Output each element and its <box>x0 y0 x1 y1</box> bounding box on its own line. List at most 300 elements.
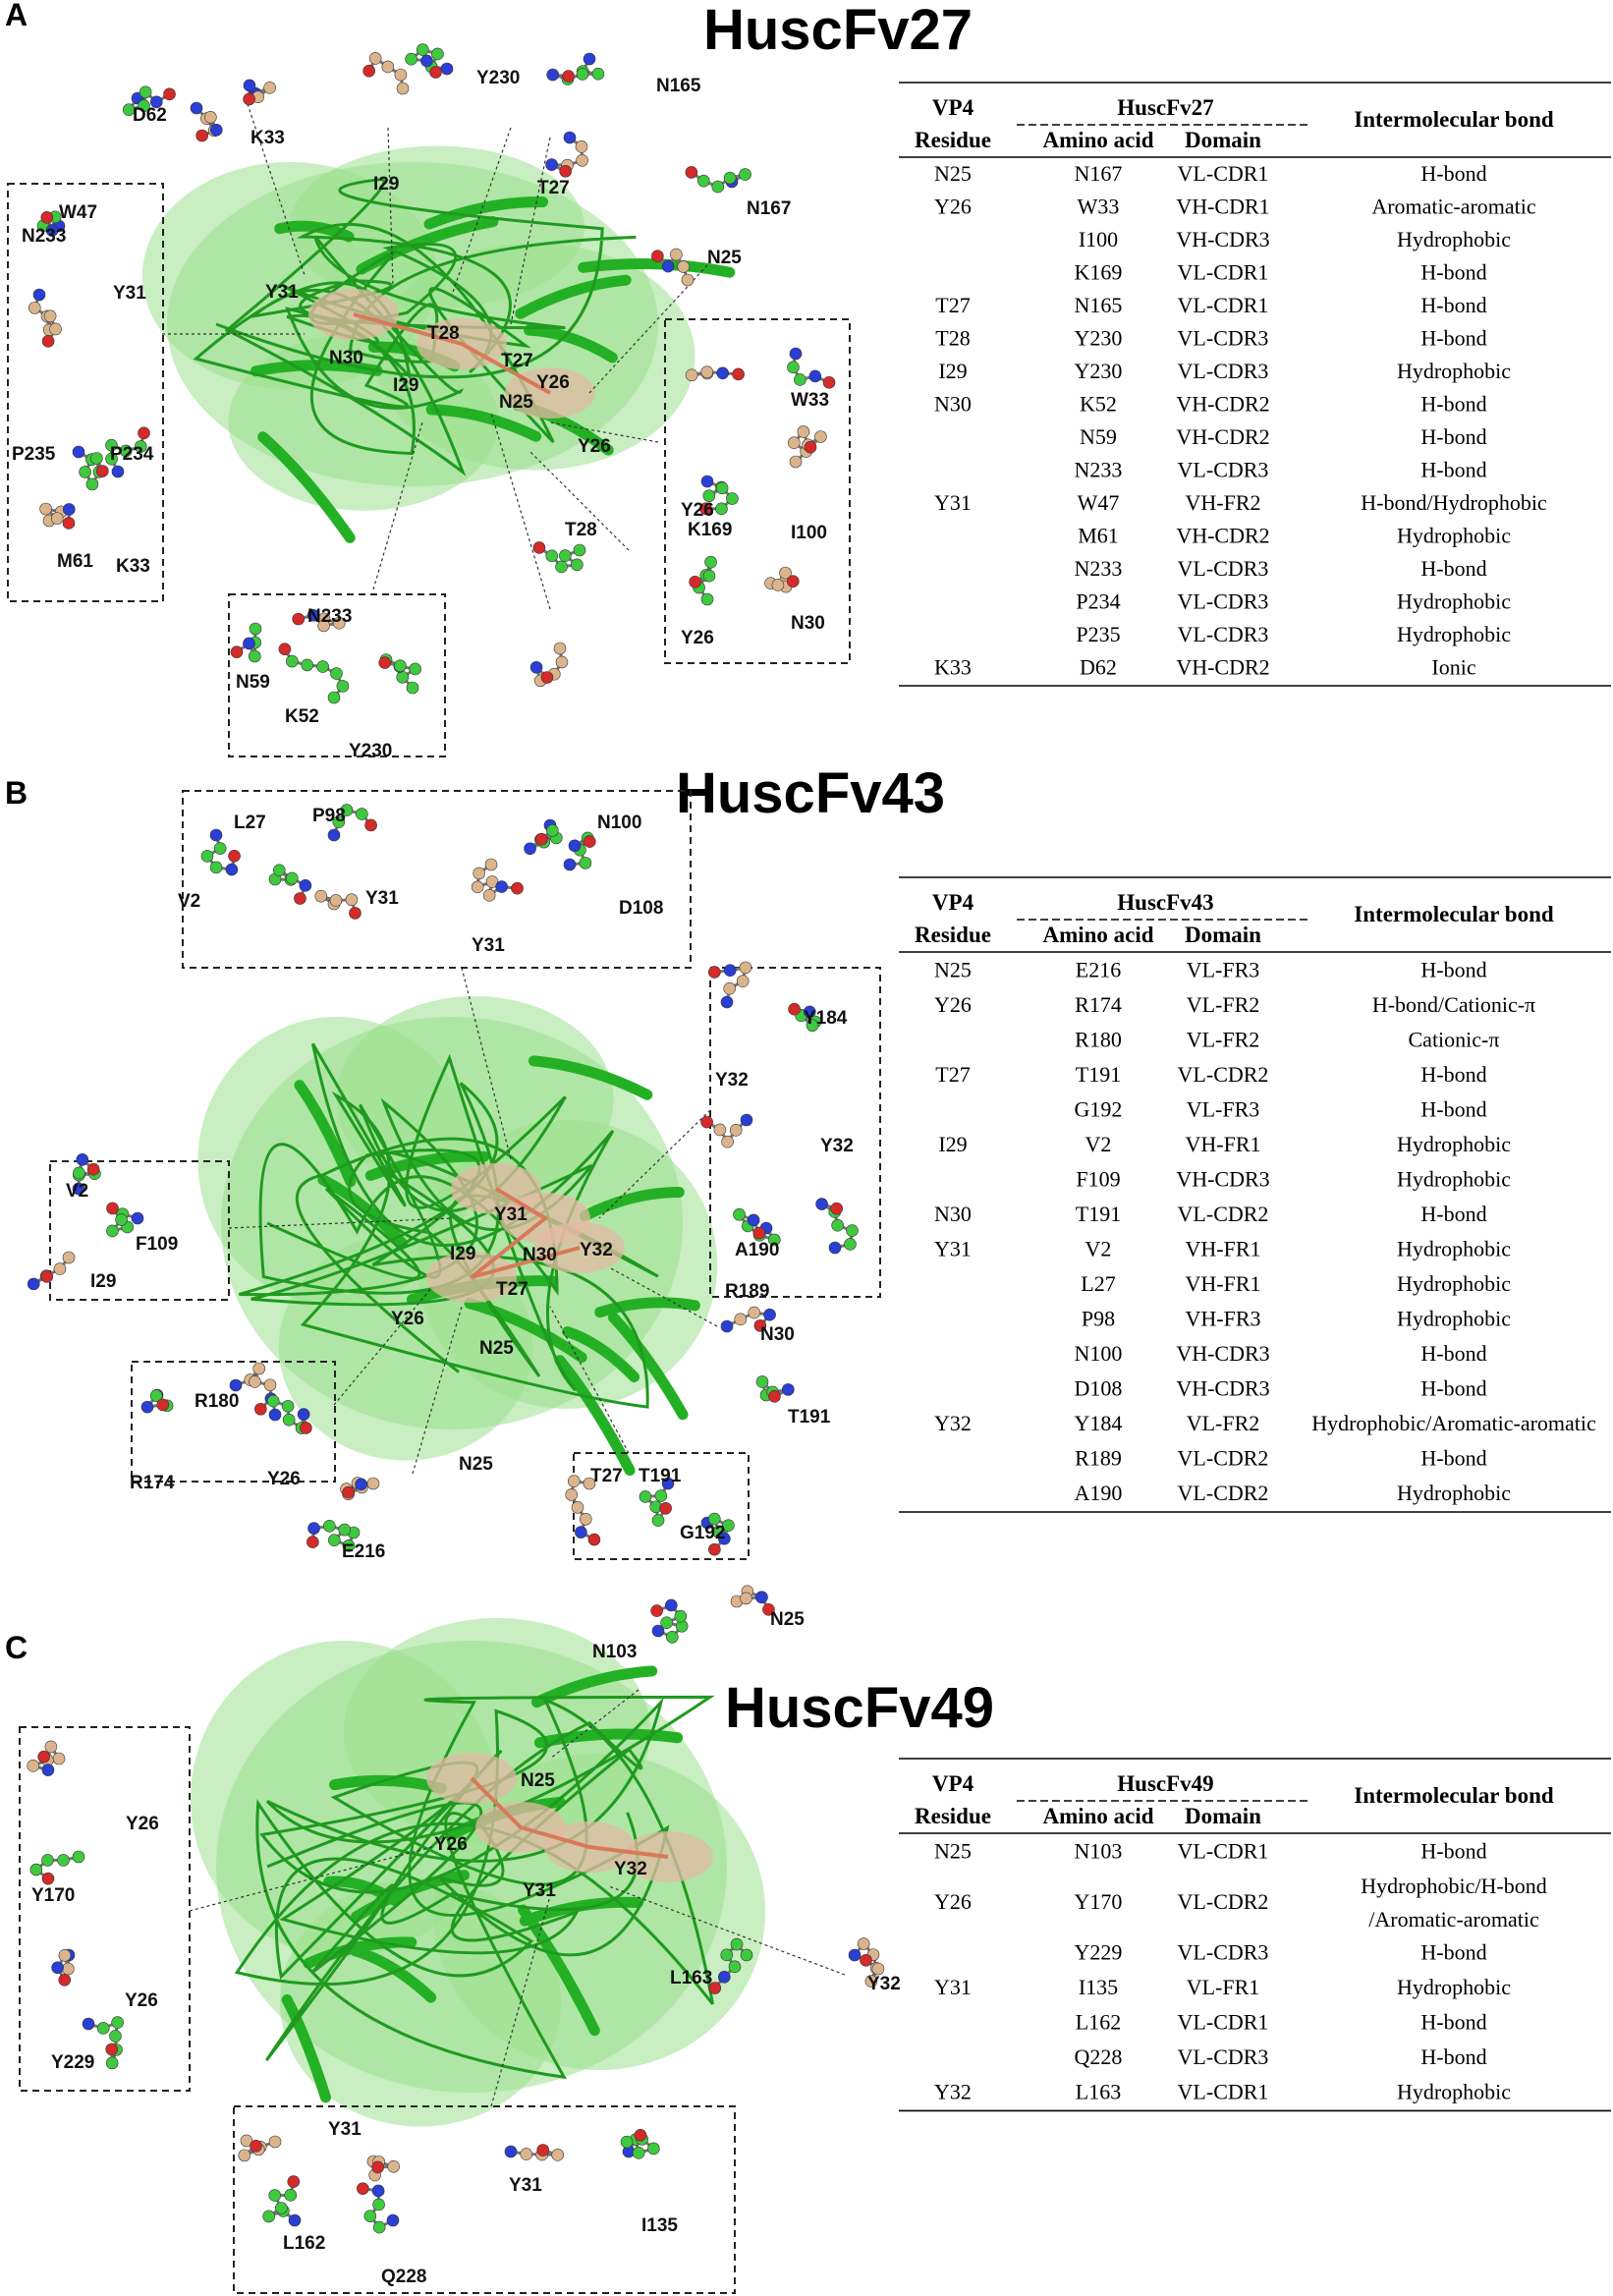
interaction-inset-box <box>20 1727 190 2091</box>
interaction-table <box>899 877 1611 1512</box>
cell-bond-type: Hydrophobic <box>1396 588 1512 614</box>
cell-amino-acid: G192 <box>1074 1096 1123 1122</box>
cell-domain: VL-FR3 <box>1186 1096 1260 1122</box>
table-header-residue: Residue <box>915 923 991 947</box>
cell-bond-type: H-bond/Hydrophobic <box>1361 490 1547 516</box>
residue-label: Y32 <box>715 1070 749 1091</box>
cell-bond-type: H-bond <box>1420 457 1487 482</box>
cell-vp4-residue: Y31 <box>934 1975 972 2000</box>
cell-vp4-residue: N30 <box>934 391 972 417</box>
residue-label: K33 <box>250 128 285 148</box>
residue-label: F109 <box>136 1234 179 1255</box>
table-row <box>1075 1097 1487 1122</box>
residue-label: Y32 <box>867 1974 901 1994</box>
cell-domain: VH-CDR2 <box>1176 391 1270 417</box>
cell-amino-acid: A190 <box>1074 1481 1123 1506</box>
residue-model <box>341 1478 379 1500</box>
table-header-antibody: HuscFv43 <box>1117 890 1214 915</box>
cell-bond-type: H-bond <box>1420 161 1487 187</box>
cell-vp4-residue: N30 <box>934 1202 972 1227</box>
cell-domain: VL-CDR3 <box>1177 556 1269 582</box>
cell-vp4-residue: I29 <box>938 359 968 384</box>
cell-domain: VH-FR3 <box>1185 1306 1261 1331</box>
cell-bond-type: H-bond <box>1420 1939 1487 1965</box>
interaction-inset-box <box>234 2106 735 2293</box>
table-row <box>934 2080 1511 2104</box>
table-row <box>934 490 1547 515</box>
cell-bond-type: H-bond <box>1420 1202 1487 1227</box>
residue-label: N25 <box>521 1770 555 1791</box>
cell-amino-acid: L162 <box>1075 2009 1122 2035</box>
cell-amino-acid: P98 <box>1081 1306 1116 1331</box>
residue-model <box>546 132 588 177</box>
cell-amino-acid: V2 <box>1085 1132 1112 1157</box>
residue-label: N25 <box>499 392 533 413</box>
residue-label: N25 <box>479 1338 514 1359</box>
table-row <box>934 392 1487 417</box>
table-row <box>934 1975 1511 1999</box>
table-row <box>935 1062 1486 1087</box>
table-row <box>1075 1446 1486 1471</box>
table-row <box>1076 622 1511 646</box>
residue-model <box>379 653 421 694</box>
cell-vp4-residue: T27 <box>935 293 971 318</box>
table-header-residue: Residue <box>915 1804 991 1828</box>
residue-label: Y32 <box>580 1240 613 1260</box>
residue-label: Y26 <box>391 1309 424 1329</box>
table-header-amino-acid: Amino acid <box>1042 923 1154 947</box>
table-row <box>938 1132 1511 1156</box>
cell-amino-acid: I100 <box>1078 227 1119 252</box>
cell-domain: VL-CDR3 <box>1177 2044 1269 2070</box>
cell-bond-type: H-bond <box>1420 556 1487 582</box>
cell-domain: VL-CDR1 <box>1177 2079 1269 2104</box>
cell-amino-acid: Q228 <box>1074 2044 1123 2070</box>
residue-label: N59 <box>236 672 270 693</box>
residue-label: W33 <box>791 390 830 411</box>
residue-model <box>28 1741 65 1776</box>
cell-domain: VL-FR2 <box>1186 1027 1260 1052</box>
residue-label: L163 <box>670 1968 713 1988</box>
cell-bond-type: H-bond <box>1420 259 1487 285</box>
residue-model <box>690 556 717 605</box>
cell-domain: VH-CDR3 <box>1176 227 1270 252</box>
residue-label: T28 <box>427 323 460 344</box>
cell-bond-type: Hydrophobic <box>1396 1975 1512 2000</box>
cell-bond-type: Hydrophobic <box>1396 1306 1512 1331</box>
cell-vp4-residue: N25 <box>934 957 972 982</box>
residue-label: Y31 <box>523 1880 556 1901</box>
cell-bond-type: Hydrophobic <box>1396 1271 1512 1297</box>
cell-domain: VH-FR1 <box>1185 1236 1261 1261</box>
cell-amino-acid: P234 <box>1076 588 1121 614</box>
residue-model <box>406 44 453 79</box>
cell-bond-type: H-bond <box>1420 1375 1487 1401</box>
cell-domain: VH-CDR3 <box>1176 1375 1270 1401</box>
residue-label: T27 <box>496 1279 528 1300</box>
residue-label: T27 <box>501 351 533 371</box>
residue-label: D62 <box>133 105 167 126</box>
table-header-vp4: VP4 <box>931 1771 974 1796</box>
residue-label: I29 <box>90 1271 117 1292</box>
cell-domain: VL-FR2 <box>1186 992 1260 1018</box>
residue-model <box>40 503 76 529</box>
panel-letter-a: A <box>5 0 28 32</box>
residue-label: Y26 <box>681 500 714 521</box>
cell-domain: VL-CDR1 <box>1177 2009 1269 2035</box>
table-row <box>1079 227 1511 252</box>
cell-bond-type: Hydrophobic <box>1396 1132 1512 1157</box>
residue-label: N25 <box>770 1609 805 1630</box>
residue-label: P98 <box>312 806 346 826</box>
cell-domain: VH-CDR3 <box>1176 1341 1270 1367</box>
cell-vp4-residue: Y32 <box>934 2079 972 2104</box>
cell-amino-acid: D62 <box>1080 654 1117 680</box>
residue-label: Y31 <box>113 283 146 304</box>
cell-amino-acid: I135 <box>1078 1975 1119 2000</box>
cell-vp4-residue: N25 <box>934 161 972 187</box>
table-row <box>1075 1376 1487 1401</box>
table-row <box>934 992 1535 1017</box>
residue-model <box>28 1252 75 1290</box>
cell-bond-type: Hydrophobic <box>1396 1166 1512 1192</box>
residue-model <box>30 1851 84 1884</box>
residue-label: Y31 <box>509 2175 542 2196</box>
cell-bond-type: H-bond <box>1420 1445 1487 1471</box>
cell-bond-type: H-bond <box>1420 2044 1487 2070</box>
residue-label: P235 <box>12 444 56 465</box>
residue-model <box>315 890 362 919</box>
cell-domain: VH-FR2 <box>1185 490 1261 516</box>
table-row <box>938 359 1511 383</box>
residue-label: R174 <box>130 1473 175 1493</box>
residue-model <box>530 643 568 687</box>
residue-label: Y26 <box>125 1990 158 2011</box>
residue-label: T27 <box>537 178 570 198</box>
cell-domain: VL-CDR3 <box>1177 457 1269 482</box>
cell-bond-type: H-bond <box>1420 293 1487 318</box>
residue-label: Q228 <box>381 2267 427 2287</box>
residue-label: Y32 <box>614 1859 647 1879</box>
cell-amino-acid: R180 <box>1075 1027 1122 1052</box>
cell-amino-acid: N233 <box>1074 457 1123 482</box>
residue-label: N25 <box>459 1454 493 1475</box>
residue-model <box>52 1949 75 1986</box>
cell-domain: VL-CDR3 <box>1177 622 1269 647</box>
residue-label: V2 <box>178 891 201 912</box>
residue-label: N30 <box>329 348 363 368</box>
table-row <box>1076 589 1511 614</box>
cell-domain: VH-CDR1 <box>1176 194 1270 219</box>
table-header-bond: Intermolecular bond <box>1354 902 1554 926</box>
cell-bond-type: Hydrophobic <box>1396 359 1512 384</box>
cell-bond-type: H-bond <box>1420 325 1487 351</box>
cell-vp4-residue: K33 <box>934 654 972 680</box>
panel-letter-c: C <box>5 1630 28 1665</box>
residue-label: Y184 <box>804 1008 848 1029</box>
cell-amino-acid: Y230 <box>1074 359 1123 384</box>
cell-domain: VL-CDR1 <box>1177 293 1269 318</box>
table-row <box>1075 1028 1499 1052</box>
cell-vp4-residue: Y26 <box>934 194 972 219</box>
table-header-amino-acid: Amino acid <box>1042 128 1154 152</box>
residue-label: N233 <box>307 606 353 627</box>
table-row <box>1075 1481 1512 1505</box>
residue-label: Y31 <box>265 282 299 303</box>
residue-label: N100 <box>597 812 642 833</box>
cell-amino-acid: N59 <box>1080 424 1117 450</box>
table-header-residue: Residue <box>915 128 991 152</box>
table-row <box>934 1839 1487 1864</box>
cell-amino-acid: R174 <box>1075 992 1122 1018</box>
residue-model <box>788 425 826 468</box>
residue-model <box>279 644 349 703</box>
table-row <box>934 161 1487 186</box>
residue-model <box>367 2156 400 2181</box>
cell-bond-type: Cationic-π <box>1408 1027 1500 1052</box>
residue-label: Y26 <box>267 1469 301 1489</box>
table-header-bond: Intermolecular bond <box>1354 107 1554 132</box>
cell-bond-type: H-bond <box>1420 1096 1487 1122</box>
cell-amino-acid: N103 <box>1074 1838 1123 1864</box>
table-row <box>935 293 1486 317</box>
residue-model <box>731 1586 774 1616</box>
residue-label: A190 <box>735 1240 780 1260</box>
table-row <box>1080 424 1487 449</box>
cell-domain: VL-CDR2 <box>1177 1202 1269 1227</box>
residue-label: V2 <box>66 1181 89 1202</box>
table-header-domain: Domain <box>1185 128 1261 152</box>
cell-vp4-residue: Y31 <box>934 490 972 516</box>
table-row <box>1075 260 1487 285</box>
cell-bond-type: H-bond <box>1420 424 1487 450</box>
table-header-vp4: VP4 <box>931 95 974 120</box>
residue-model <box>231 623 261 662</box>
cell-amino-acid: N167 <box>1074 161 1123 187</box>
cell-amino-acid: F109 <box>1076 1166 1121 1192</box>
residue-model <box>547 53 604 84</box>
cell-domain: VH-FR1 <box>1185 1132 1261 1157</box>
residue-model <box>73 446 108 490</box>
cell-amino-acid: D108 <box>1074 1375 1123 1401</box>
table-row <box>1075 1341 1487 1366</box>
residue-label: K52 <box>285 706 319 727</box>
table-header-antibody: HuscFv49 <box>1117 1771 1214 1796</box>
residue-model <box>141 1389 173 1413</box>
table-row <box>935 326 1486 351</box>
residue-model <box>686 366 744 381</box>
residue-label: T191 <box>639 1466 682 1486</box>
cell-domain: VL-CDR3 <box>1177 588 1269 614</box>
residue-model <box>244 80 276 105</box>
residue-label: Y26 <box>126 1814 159 1834</box>
residue-label: R180 <box>195 1391 240 1412</box>
cell-amino-acid: T191 <box>1075 1062 1122 1088</box>
table-header-amino-acid: Amino acid <box>1042 1804 1154 1828</box>
residue-label: P234 <box>110 444 154 465</box>
residue-label: N167 <box>747 198 792 219</box>
residue-model <box>106 1203 143 1237</box>
table-row <box>934 958 1487 982</box>
residue-model <box>533 541 585 572</box>
residue-label: E216 <box>342 1541 386 1562</box>
table-header-domain: Domain <box>1185 923 1261 947</box>
cell-domain: VL-CDR3 <box>1177 325 1269 351</box>
residue-model <box>756 1375 794 1402</box>
cell-vp4-residue: Y26 <box>934 992 972 1018</box>
cell-bond-type: H-bond <box>1420 1062 1487 1088</box>
cell-amino-acid: N165 <box>1074 293 1123 318</box>
residue-label: N30 <box>523 1245 557 1265</box>
cell-bond-type: Hydrophobic/H-bond /Aromatic-aromatic <box>1361 1874 1547 1932</box>
cell-vp4-residue: Y31 <box>934 1236 972 1261</box>
cell-bond-type: Ionic <box>1431 654 1476 680</box>
table-row <box>1076 1167 1511 1192</box>
cell-domain: VL-FR1 <box>1186 1975 1260 2000</box>
residue-model <box>564 832 595 870</box>
residue-label: Y26 <box>434 1834 468 1855</box>
residue-model <box>239 2135 281 2161</box>
residue-label: Y31 <box>365 888 399 909</box>
cell-bond-type: H-bond <box>1420 391 1487 417</box>
cell-bond-type: Aromatic-aromatic <box>1371 194 1536 219</box>
residue-label: Y230 <box>476 68 521 88</box>
cell-vp4-residue: I29 <box>938 1132 968 1157</box>
cell-domain: VH-CDR2 <box>1176 523 1270 548</box>
cell-amino-acid: N100 <box>1074 1341 1123 1367</box>
cell-domain: VH-CDR2 <box>1176 424 1270 450</box>
residue-model <box>263 2176 301 2226</box>
residue-label: Y230 <box>349 741 393 761</box>
cell-bond-type: H-bond <box>1420 1838 1487 1864</box>
residue-label: W47 <box>59 202 98 223</box>
residue-label: T27 <box>590 1466 623 1486</box>
cell-amino-acid: R189 <box>1075 1445 1122 1471</box>
cell-vp4-residue: N25 <box>934 1838 972 1864</box>
table-row <box>934 195 1536 219</box>
residue-label: Y31 <box>472 935 505 956</box>
cell-domain: VL-CDR2 <box>1177 1481 1269 1506</box>
cell-vp4-residue: Y32 <box>934 1411 972 1436</box>
cell-domain: VL-CDR1 <box>1177 259 1269 285</box>
residue-model <box>472 859 523 901</box>
cell-amino-acid: M61 <box>1078 523 1119 548</box>
cell-bond-type: Hydrophobic <box>1396 2079 1512 2104</box>
cell-bond-type: Hydrophobic <box>1396 622 1512 647</box>
cell-domain: VL-FR3 <box>1186 957 1260 982</box>
residue-label: K33 <box>116 556 150 577</box>
residue-model <box>28 289 61 347</box>
residue-model <box>525 819 563 855</box>
cell-domain: VH-CDR3 <box>1176 1166 1270 1192</box>
panel-title-b: HuscFv43 <box>675 761 946 825</box>
table-row <box>934 1237 1511 1261</box>
panel-title-c: HuscFv49 <box>724 1676 995 1740</box>
residue-label: N103 <box>592 1642 638 1662</box>
residue-label: L27 <box>234 812 266 833</box>
cell-amino-acid: W33 <box>1077 194 1120 219</box>
cell-bond-type: Hydrophobic <box>1396 523 1512 548</box>
cell-bond-type: Hydrophobic <box>1396 227 1512 252</box>
cell-amino-acid: V2 <box>1085 1236 1112 1261</box>
cell-amino-acid: Y230 <box>1074 325 1123 351</box>
table-row <box>1075 458 1487 482</box>
residue-model <box>363 52 409 94</box>
residue-model <box>621 2129 659 2158</box>
residue-label: G192 <box>680 1523 726 1543</box>
residue-model <box>686 166 751 193</box>
cell-amino-acid: Y229 <box>1074 1939 1123 1965</box>
residue-label: I100 <box>791 523 827 543</box>
table-row <box>1078 524 1511 548</box>
cell-bond-type: Hydrophobic <box>1396 1481 1512 1506</box>
table-row <box>1082 1307 1511 1331</box>
table-header-vp4: VP4 <box>931 890 974 915</box>
residue-label: N30 <box>760 1324 795 1345</box>
residue-label: Y170 <box>31 1885 76 1906</box>
residue-label: Y26 <box>536 372 570 393</box>
cell-amino-acid: T191 <box>1075 1202 1122 1227</box>
residue-model <box>787 348 835 388</box>
table-row <box>1081 1271 1511 1296</box>
residue-label: T191 <box>788 1407 831 1428</box>
residue-label: I29 <box>450 1244 476 1264</box>
cell-bond-type: H-bond/Cationic-π <box>1371 992 1536 1018</box>
cell-domain: VH-FR1 <box>1185 1271 1261 1297</box>
cell-amino-acid: Y184 <box>1074 1411 1123 1436</box>
cell-amino-acid: L163 <box>1075 2079 1122 2104</box>
residue-model <box>505 2145 564 2161</box>
residue-label: I29 <box>393 375 419 396</box>
cell-domain: VL-CDR2 <box>1177 1445 1269 1471</box>
cell-amino-acid: L27 <box>1081 1271 1116 1297</box>
residue-label: Y26 <box>681 628 714 648</box>
cell-domain: VL-CDR1 <box>1177 161 1269 187</box>
cell-amino-acid: P235 <box>1076 622 1121 647</box>
residue-model <box>269 865 311 905</box>
cell-bond-type: H-bond <box>1420 1341 1487 1367</box>
cell-amino-acid: K169 <box>1074 259 1123 285</box>
table-row <box>934 1874 1547 1932</box>
table-row <box>934 655 1476 680</box>
residue-label: N25 <box>707 248 742 268</box>
cell-vp4-residue: T27 <box>935 1062 971 1088</box>
panel-title-a: HuscFv27 <box>702 0 973 62</box>
residue-label: I29 <box>373 174 400 195</box>
table-row <box>1075 1940 1487 1965</box>
residue-label: L162 <box>283 2233 326 2254</box>
residue-model <box>701 1114 752 1148</box>
cell-domain: VL-FR2 <box>1186 1411 1260 1436</box>
table-row <box>1076 2010 1487 2035</box>
residue-label: Y31 <box>494 1204 528 1225</box>
residue-model <box>816 1199 859 1254</box>
table-row <box>1075 556 1487 581</box>
residue-model <box>651 1599 689 1643</box>
panel-letter-b: B <box>5 775 28 811</box>
cell-bond-type: Hydrophobic <box>1396 1236 1512 1261</box>
residue-label: D108 <box>619 898 664 919</box>
table-row <box>934 1202 1487 1226</box>
cell-bond-type: Hydrophobic/Aromatic-aromatic <box>1311 1411 1596 1436</box>
residue-label: N233 <box>22 226 67 247</box>
residue-label: Y229 <box>51 2052 95 2073</box>
residue-label: K169 <box>688 520 733 540</box>
residue-label: T28 <box>565 520 597 540</box>
interaction-table <box>899 1759 1611 2110</box>
cell-vp4-residue: Y26 <box>934 1889 972 1915</box>
residue-label: M61 <box>57 551 93 572</box>
